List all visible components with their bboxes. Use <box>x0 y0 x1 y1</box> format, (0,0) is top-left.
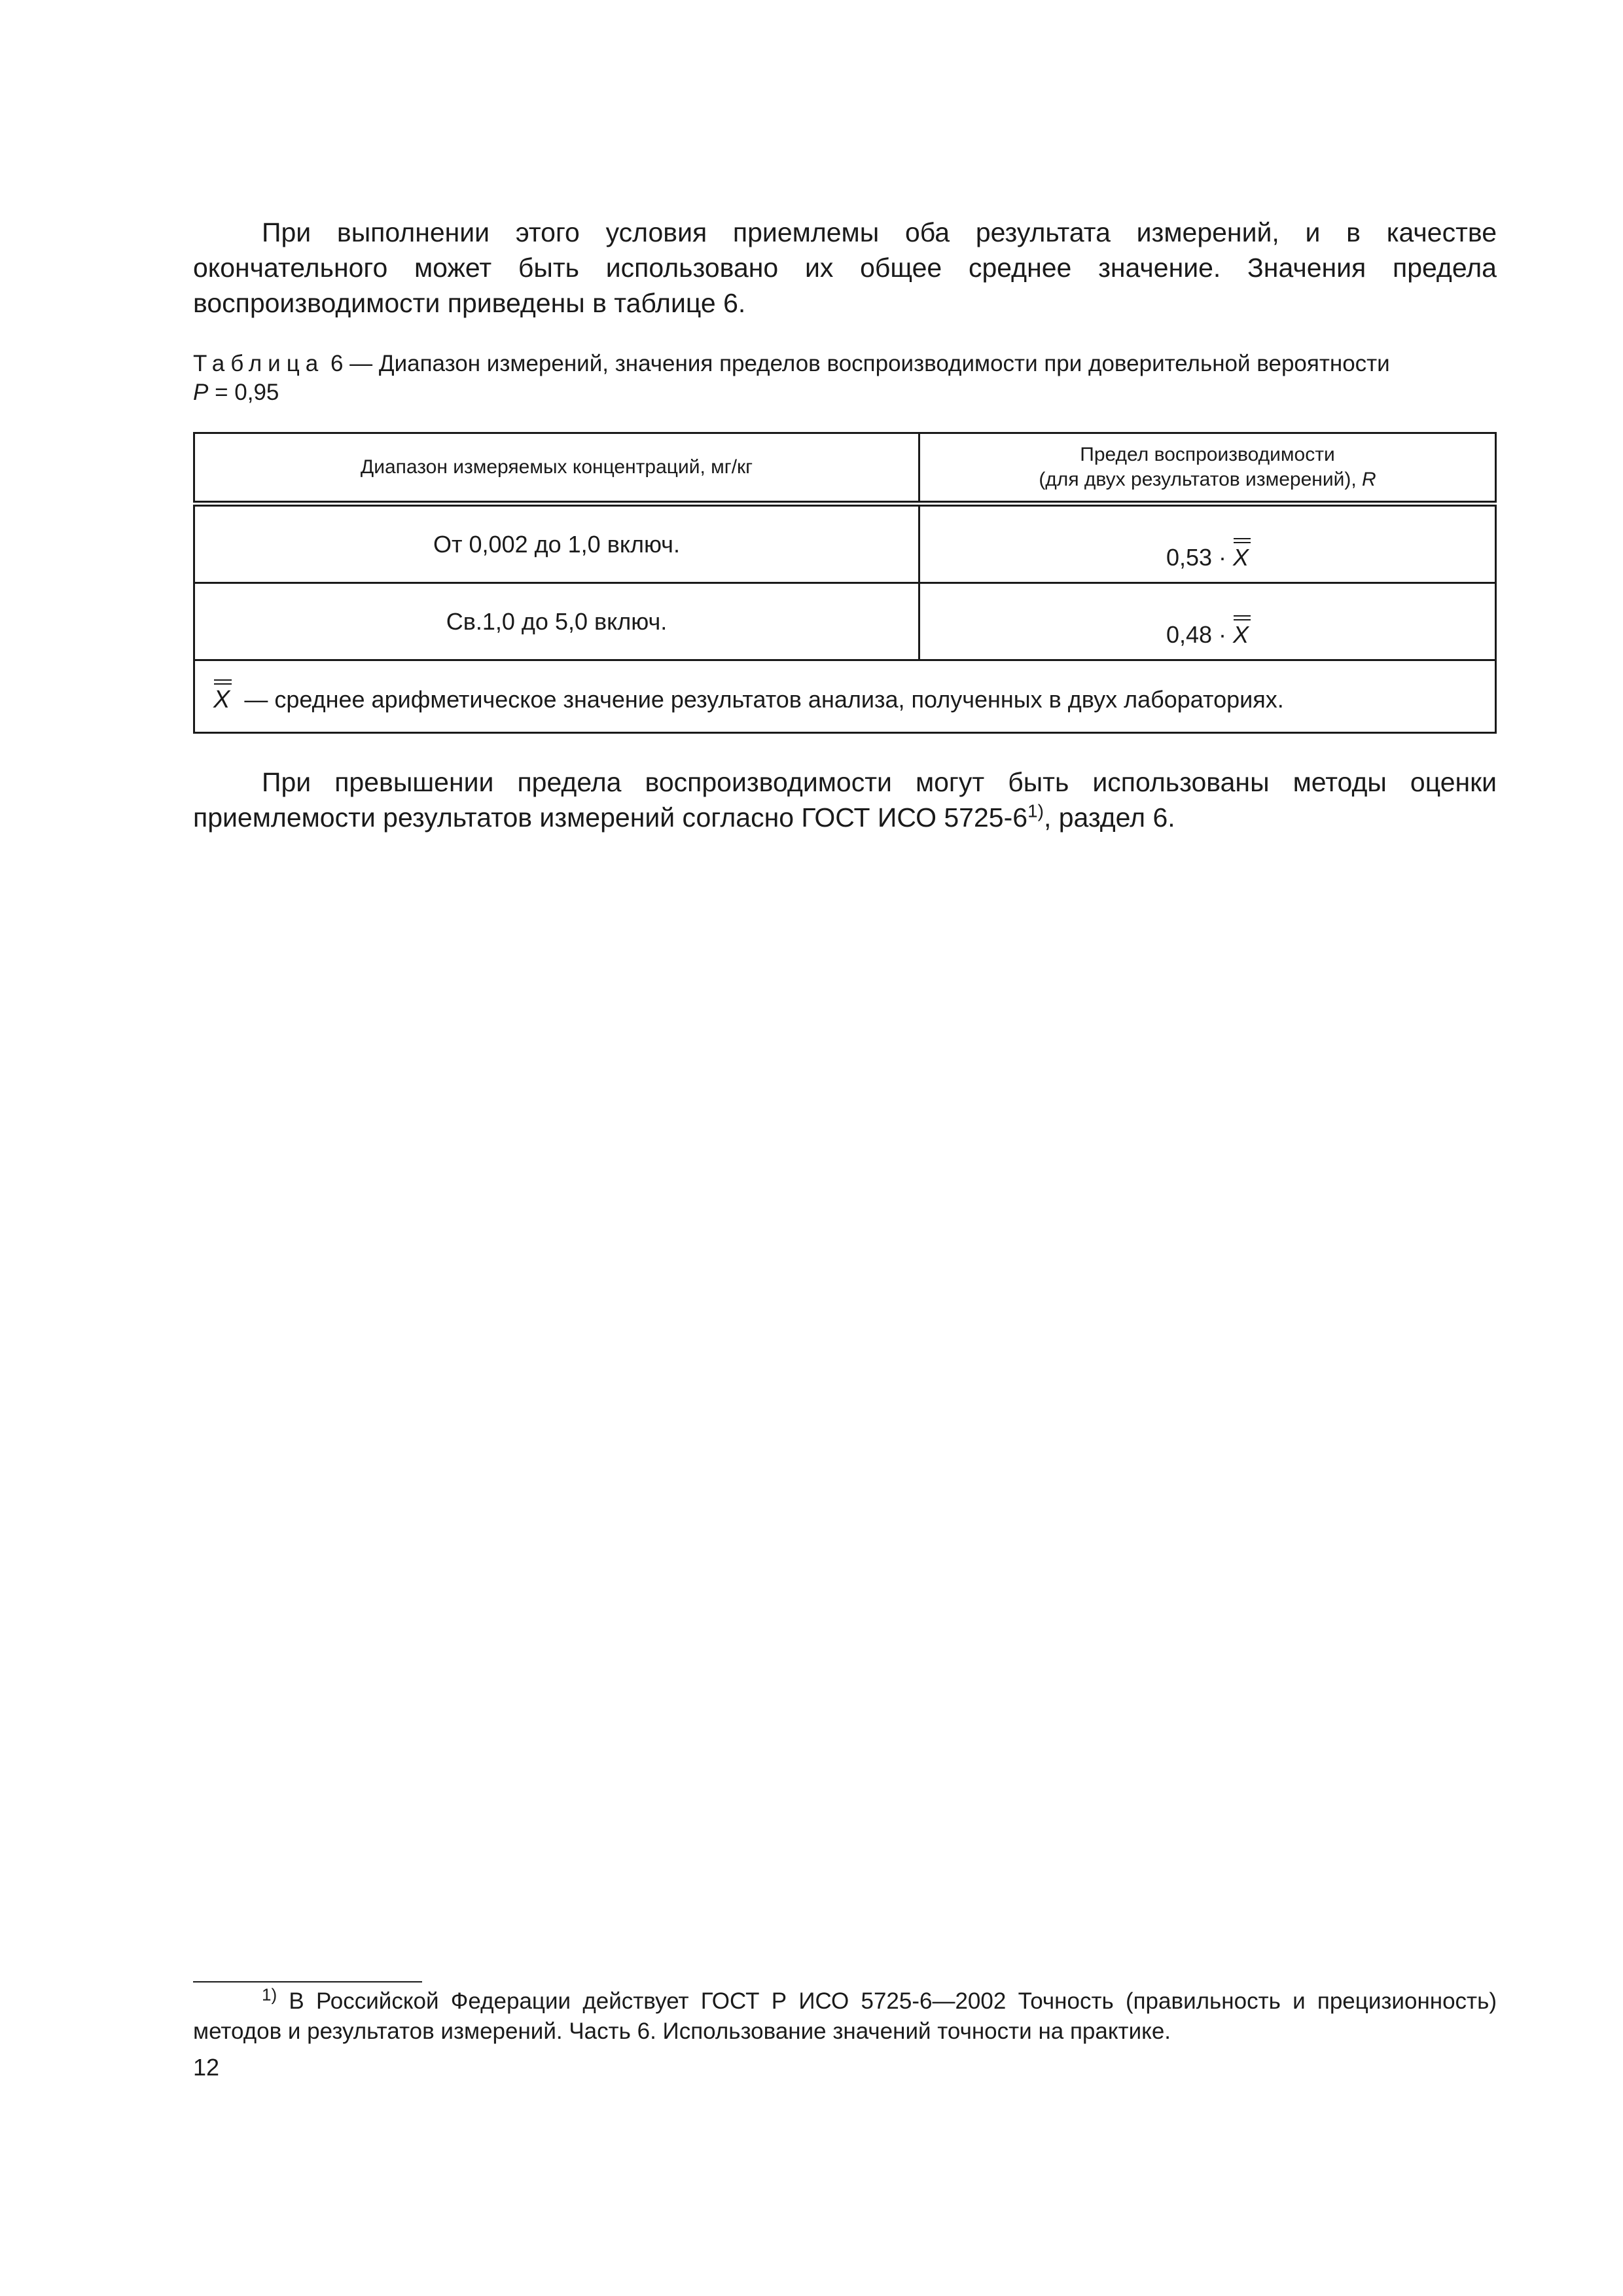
header-limit-line-1: Предел воспроизводимости <box>1080 444 1335 465</box>
header-reproducibility-limit <box>919 433 1496 504</box>
footnote-text: В Российской Федерации действует ГОСТ Р ИСО 5725-6—2002 Точность (правильность и прецизионность) методов и результатов измерений. Часть 6. Использование значений точности на практике. <box>193 1988 1497 2044</box>
range-cell: Св.1,0 до 5,0 включ. <box>194 583 919 660</box>
double-bar-x-symbol: X <box>1233 538 1249 569</box>
range-cell: От 0,002 до 1,0 включ. <box>194 504 919 583</box>
paragraph-2 <box>193 764 1497 835</box>
limit-cell <box>919 504 1496 583</box>
footnote-separator <box>193 1981 422 1982</box>
paragraph-2-text: При превышении предела воспроизводимости могут быть использованы методы оценки приемлемости результатов измерений согласно ГОСТ ИСО 5725-6 <box>193 767 1497 833</box>
limit-cell <box>919 583 1496 660</box>
legend-text: — среднее арифметическое значение результатов анализа, полученных в двух лабораториях. <box>244 686 1284 713</box>
legend-x-symbol: X <box>213 679 230 712</box>
table-caption-label: Таблица <box>193 351 325 376</box>
table-caption-title: 6 — Диапазон измерений, значения пределов воспроизводимости при доверительной вероятности <box>330 351 1390 376</box>
paragraph-1-text: При выполнении этого условия приемлемы оба результата измерений, и в качестве окончательного может быть использовано их общее среднее значение. Значения предела воспроизводимости приведены в таблице 6. <box>193 217 1497 318</box>
multiply-dot: · <box>1219 621 1227 648</box>
footnote-marker: 1) <box>262 1984 277 2005</box>
limit-value <box>1166 621 1249 648</box>
table-caption <box>193 350 1497 407</box>
table-row <box>194 583 1496 660</box>
multiply-dot: · <box>1219 544 1227 571</box>
reproducibility-table <box>193 432 1497 734</box>
table-header-row <box>194 433 1496 504</box>
header-limit-symbol: R <box>1362 469 1376 490</box>
limit-value <box>1166 544 1249 571</box>
footnote <box>193 1986 1497 2047</box>
limit-coefficient: 0,53 <box>1166 544 1213 571</box>
double-bar-x-symbol: X <box>1233 615 1249 647</box>
paragraph-2-tail: , раздел 6. <box>1043 802 1175 833</box>
probability-value: = 0,95 <box>215 380 279 405</box>
table-legend-row <box>194 660 1496 733</box>
paragraph-1 <box>193 215 1497 321</box>
footnote-reference: 1) <box>1027 800 1044 821</box>
table-row <box>194 504 1496 583</box>
probability-symbol: P <box>193 380 209 405</box>
limit-coefficient: 0,48 <box>1166 621 1213 648</box>
header-limit-line-2: (для двух результатов измерений), <box>1039 469 1357 490</box>
page-number: 12 <box>193 2054 220 2081</box>
table-legend-cell <box>194 660 1496 733</box>
header-concentration-range: Диапазон измеряемых концентраций, мг/кг <box>194 433 919 504</box>
